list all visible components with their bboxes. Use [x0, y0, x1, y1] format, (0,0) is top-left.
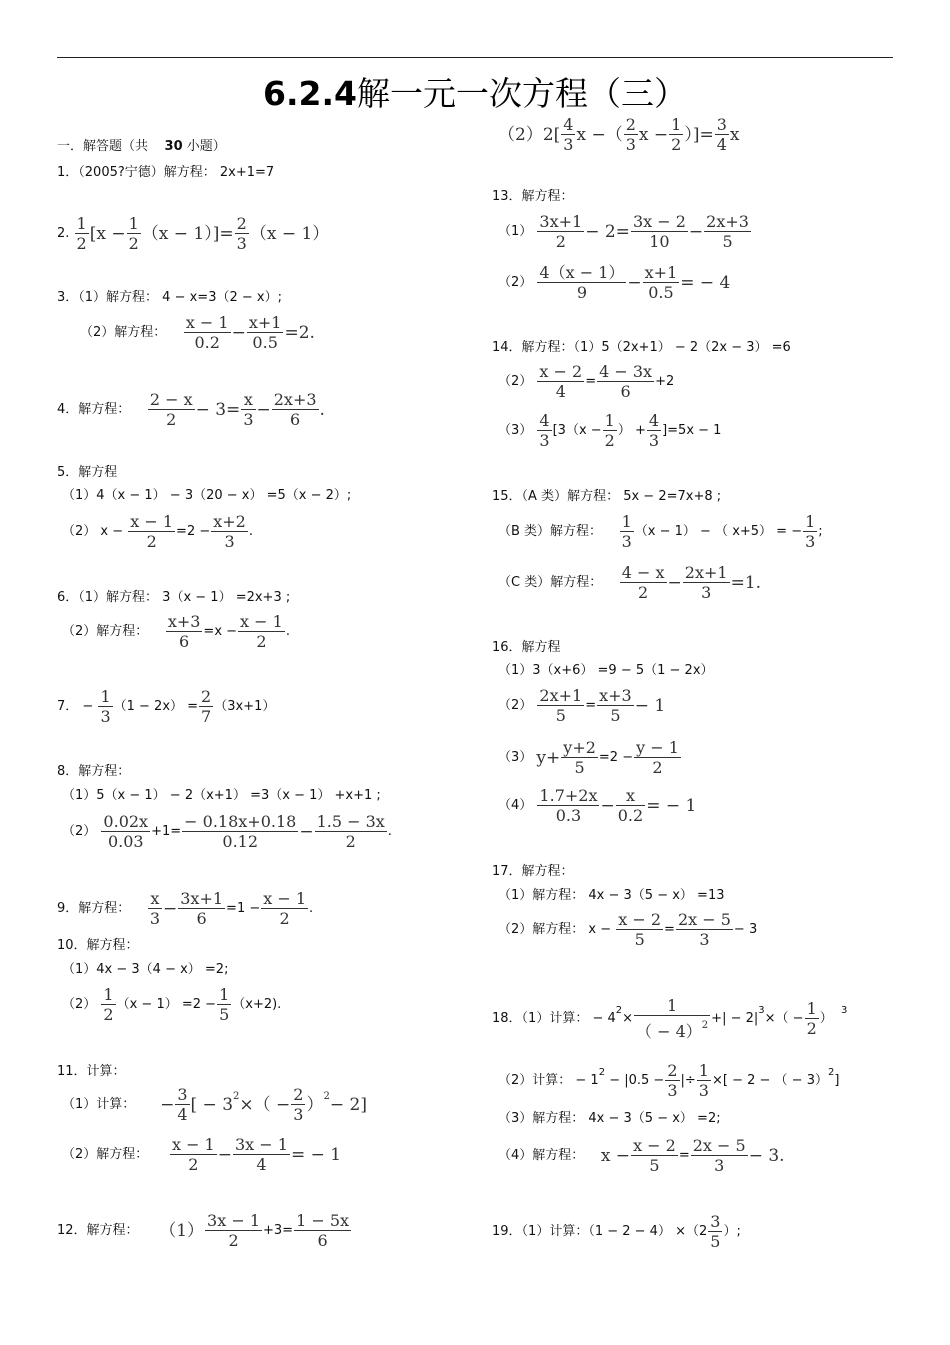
problem-15c: （C 类）解方程： $\frac{4 - x}{2}$ − $\frac{2x+1}{3}$ =1. [498, 563, 762, 602]
problem-16c: （3） y+ $\frac{y+2}{5}$ =2 − $\frac{y - 1}{2}$ [498, 738, 679, 777]
problem-12b: （2）2[ $\frac{4}{3}$ x −（ $\frac{2}{3}$ x − $\frac{1}{2}$ ）]= $\frac{3}{4}$ x [498, 115, 740, 154]
section-header: 一．解答题（共 30 小题） [57, 139, 226, 154]
problem-5b: （2） x − $\frac{x - 1}{2}$ =2 − $\frac{x+2}{3}$ . [62, 512, 253, 551]
problem-18c: （3）解方程： 4x − 3（5 − x） =2; [498, 1111, 721, 1126]
problem-15a: 15．（A 类）解方程： 5x − 2=7x+8 ; [492, 489, 722, 504]
problem-3b: （2）解方程： $\frac{x - 1}{0.2}$ − $\frac{x+1}{0.5}$ =2. [80, 313, 315, 352]
problem-15b: （B 类）解方程： $\frac{1}{3}$ （x − 1） − （ x+5） = − $\frac{1}{3}$ ; [498, 512, 823, 551]
problem-10b: （2） $\frac{1}{2}$ （x − 1） =2 − $\frac{1}{5}$ （x+2). [62, 985, 282, 1024]
problem-10-head: 10．解方程： [57, 938, 139, 953]
problem-13-head: 13．解方程： [492, 189, 574, 204]
problem-18b: （2）计算： − $1^2 - |0.5$ − $\frac{2}{3}$ |÷ $\frac{1}{3}$ ×[ − 2 − （ − 3）$^2$] [498, 1061, 840, 1100]
problem-11b: （2）解方程： $\frac{x - 1}{2}$ − $\frac{3x - 1}{4}$ = − 1 [62, 1135, 342, 1174]
problem-1: 1．（2005?宁德）解方程： 2x+1=7 [57, 165, 275, 180]
problem-17a: （1）解方程： 4x − 3（5 − x） =13 [498, 888, 725, 903]
problem-14b: （2） $\frac{x - 2}{4}$ = $\frac{4 - 3x}{6}$ +2 [498, 362, 675, 401]
problem-16a: （1）3（x+6） =9 − 5（1 − 2x） [498, 663, 714, 678]
problem-16d: （4） $\frac{1.7+2x}{0.3}$ − $\frac{x}{0.2}$ = − 1 [498, 786, 697, 825]
problem-9: 9．解方程： $\frac{x}{3}$ − $\frac{3x+1}{6}$ =1 − $\frac{x - 1}{2}$ . [57, 889, 314, 928]
problem-8-head: 8．解方程： [57, 764, 131, 779]
problem-18d: （4）解方程： x − $\frac{x - 2}{5}$ = $\frac{2x - 5}{3}$ − 3. [498, 1136, 785, 1175]
problem-16-head: 16．解方程 [492, 640, 561, 655]
problem-18a: 18．（1）计算： − $4^2\times$ $\frac{1}{( - 4)^2}$ +| − $2|^3\times$（ − $\frac{1}{2}$ ） $^3$ [492, 996, 848, 1041]
problem-13b: （2） $\frac{4(x - 1)}{9}$ − $\frac{x+1}{0.5}$ = − 4 [498, 263, 731, 302]
problem-19: 19．（1）计算：（1 − 2 − 4） ×（2 $\frac{3}{5}$ ）; [492, 1212, 741, 1251]
page-title: 6.2.4解一元一次方程（三） [263, 74, 687, 113]
problem-16b: （2） $\frac{2x+1}{5}$ = $\frac{x+3}{5}$ − 1 [498, 686, 666, 725]
problem-14a: 14．解方程：（1）5（2x+1） − 2（2x − 3） =6 [492, 340, 791, 355]
problem-13a: （1） $\frac{3x+1}{2}$ − 2= $\frac{3x - 2}{10}$ − $\frac{2x+3}{5}$ [498, 212, 749, 251]
problem-7: 7． − $\frac{1}{3}$ （1 − 2x） = $\frac{2}{7}$ （3x+1） [57, 687, 276, 726]
problem-12: 12．解方程： （1） $\frac{3x - 1}{2}$ +3= $\frac{1 - 5x}{6}$ [57, 1211, 350, 1250]
problem-14c: （3） $\frac{4}{3}$ [3（x − $\frac{1}{2}$ ） + $\frac{4}{3}$ ]=5x − 1 [498, 411, 722, 450]
problem-3a: 3．（1）解方程： 4 − x=3（2 − x）; [57, 290, 282, 305]
problem-11a: （1）计算： − $\frac{3}{4}$ [ − 32×（ − $\frac{2}{3}$ ）2− 2] [62, 1085, 367, 1124]
problem-6b: （2）解方程： $\frac{x+3}{6}$ =x − $\frac{x - 1}{2}$ . [62, 612, 290, 651]
problem-8a: （1）5（x − 1） − 2（x+1） =3（x − 1） +x+1 ; [62, 788, 381, 803]
problem-5a: （1）4（x − 1） − 3（20 − x） =5（x − 2）; [62, 488, 352, 503]
problem-11-head: 11．计算： [57, 1064, 126, 1079]
problem-6a: 6．（1）解方程： 3（x − 1） =2x+3 ; [57, 590, 291, 605]
problem-17b: （2）解方程： x − $\frac{x - 2}{5}$ = $\frac{2x - 5}{3}$ − 3 [498, 910, 758, 949]
problem-5-head: 5．解方程 [57, 465, 118, 480]
problem-2: 2. $\frac{1}{2}$ [x − $\frac{1}{2}$ （x − 1）]= $\frac{2}{3}$ （x − 1） [57, 214, 330, 253]
problem-8b: （2） $\frac{0.02x}{0.03}$ +1= $\frac{- 0.18x+0.18}{0.12}$ − $\frac{1.5 - 3x}{2}$ . [62, 812, 392, 851]
problem-4: 4．解方程： $\frac{2 - x}{2}$ − 3= $\frac{x}{3}$ − $\frac{2x+3}{6}$ . [57, 390, 325, 429]
problem-17-head: 17．解方程： [492, 864, 574, 879]
top-rule [57, 57, 893, 58]
problem-10a: （1）4x − 3（4 − x） =2; [62, 962, 229, 977]
